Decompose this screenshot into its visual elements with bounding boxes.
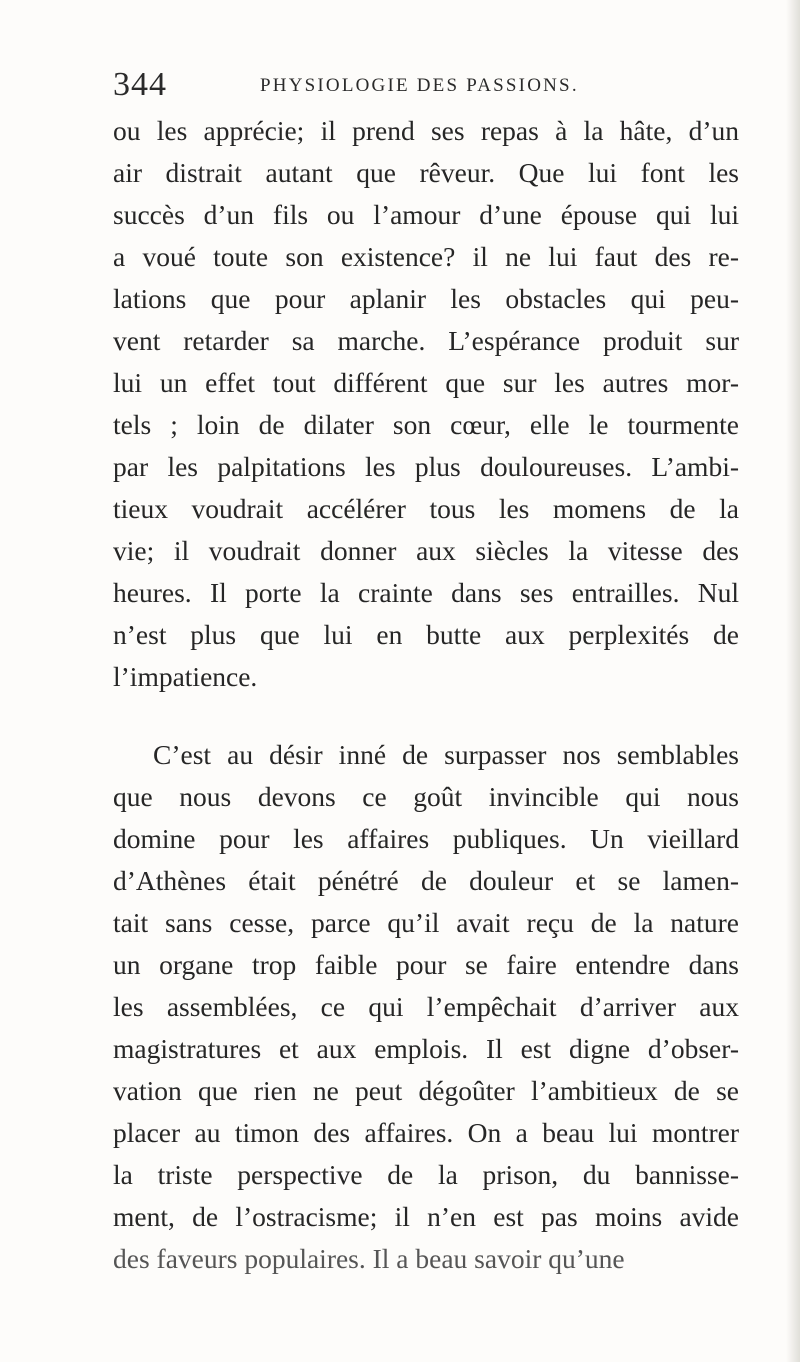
text-line: n’est plus que lui en butte aux perplexités de <box>113 619 739 650</box>
text-line: vie; il voudrait donner aux siècles la vitesse des <box>113 535 739 566</box>
text-line: que nous devons ce goût invincible qui nous <box>113 781 739 812</box>
text-line: domine pour les affaires publiques. Un vieillard <box>113 823 739 854</box>
page-number: 344 <box>113 66 167 103</box>
text-line: l’impatience. <box>113 661 258 692</box>
text-line: lui un effet tout différent que sur les autres mor- <box>113 367 739 398</box>
text-line: air distrait autant que rêveur. Que lui font les <box>113 157 739 188</box>
body-text <box>113 110 739 1280</box>
text-line: placer au timon des affaires. On a beau lui montrer <box>113 1117 739 1148</box>
text-line: vent retarder sa marche. L’espérance produit sur <box>113 325 739 356</box>
text-line: d’Athènes était pénétré de douleur et se lamen- <box>113 865 739 896</box>
text-line: C’est au désir inné de surpasser nos semblables <box>153 739 739 770</box>
text-line: tieux voudrait accélérer tous les momens de la <box>113 493 739 524</box>
text-line: tait sans cesse, parce qu’il avait reçu de la nature <box>113 907 739 938</box>
text-line: ou les apprécie; il prend ses repas à la hâte, d’un <box>113 115 739 146</box>
text-line: ment, de l’ostracisme; il n’en est pas moins avide <box>113 1201 739 1232</box>
text-line: un organe trop faible pour se faire entendre dans <box>113 949 739 980</box>
text-line: la triste perspective de la prison, du bannisse- <box>113 1159 739 1190</box>
paragraph-spacer <box>113 698 739 734</box>
page-header <box>113 66 713 106</box>
text-line: lations que pour aplanir les obstacles qui peu- <box>113 283 739 314</box>
text-line: par les palpitations les plus douloureuses. L’ambi- <box>113 451 739 482</box>
text-line: tels ; loin de dilater son cœur, elle le tourmente <box>113 409 739 440</box>
text-line: succès d’un fils ou l’amour d’une épouse qui lui <box>113 199 739 230</box>
text-line: magistratures et aux emplois. Il est digne d’obser- <box>113 1033 739 1064</box>
paragraph-2 <box>113 734 739 1280</box>
page-edge-shadow <box>786 0 800 1362</box>
text-line: heures. Il porte la crainte dans ses entrailles. Nul <box>113 577 739 608</box>
running-title: PHYSIOLOGIE DES PASSIONS. <box>260 75 579 96</box>
text-line: vation que rien ne peut dégoûter l’ambitieux de se <box>113 1075 739 1106</box>
paragraph-1 <box>113 110 739 698</box>
text-line: a voué toute son existence? il ne lui faut des re- <box>113 241 739 272</box>
text-line: des faveurs populaires. Il a beau savoir qu’une <box>113 1243 625 1274</box>
text-line: les assemblées, ce qui l’empêchait d’arriver aux <box>113 991 739 1022</box>
